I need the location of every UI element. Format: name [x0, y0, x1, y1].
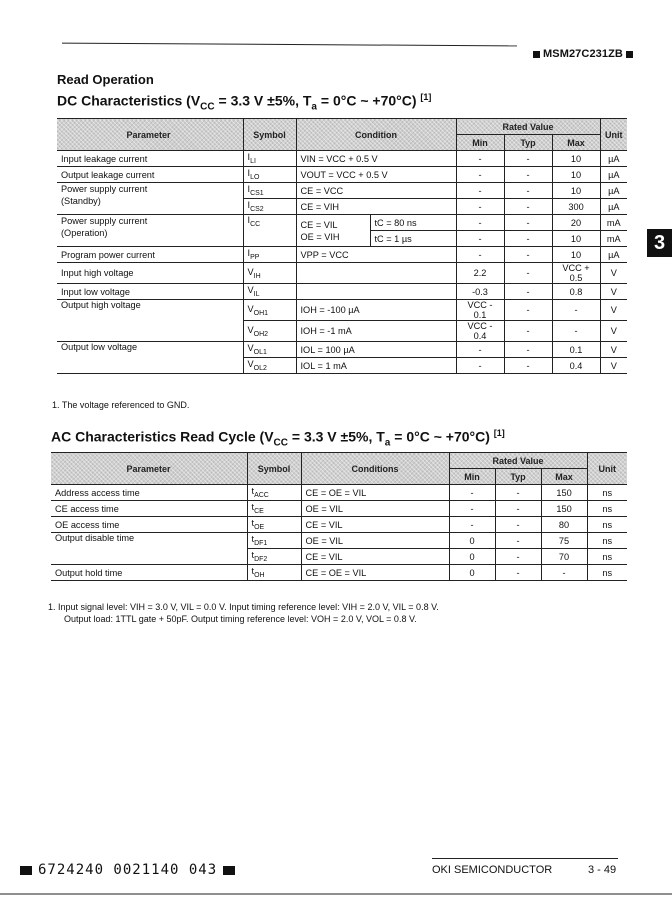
max-cell: 150: [541, 501, 587, 517]
part-number: MSM27C231ZB: [543, 48, 623, 60]
max-cell: 0.4: [552, 358, 600, 374]
max-cell: -: [552, 321, 600, 342]
condition-cell: CE = VIL: [301, 549, 449, 565]
section-tab-marker: 3: [647, 229, 672, 257]
symbol-cell: $I_{LI}$: [243, 151, 296, 167]
ac-characteristics-table: [51, 452, 627, 581]
min-cell: -: [456, 183, 504, 199]
typ-cell: -: [504, 321, 552, 342]
table-row: [57, 342, 627, 358]
header-max: Max: [541, 469, 587, 485]
param-cell: Power supply current (Standby): [57, 183, 243, 215]
min-cell: -: [456, 342, 504, 358]
typ-cell: -: [504, 215, 552, 231]
unit-cell: µA: [600, 183, 627, 199]
min-cell: 0: [449, 533, 495, 549]
condition-cell: CE = VIL OE = VIH: [296, 215, 370, 247]
condition-cell: CE = VCC: [296, 183, 456, 199]
typ-cell: -: [504, 167, 552, 183]
typ-cell: -: [504, 199, 552, 215]
ac-footnote-line1: 1. Input signal level: VIH = 3.0 V, VIL = 0.0 V. Input timing reference level: VIH = 2.0 V, VIL = 0.8 V.: [48, 602, 439, 612]
unit-cell: mA: [600, 215, 627, 231]
symbol-cell: $I_{CC}$: [243, 215, 296, 247]
header-typ: Typ: [495, 469, 541, 485]
unit-cell: mA: [600, 231, 627, 247]
ac-footnote-line2: Output load: 1TTL gate + 50pF. Output timing reference level: VOH = 2.0 V, VOL = 0.8 V.: [64, 614, 417, 624]
table-row: [57, 247, 627, 263]
dc-characteristics-table: [57, 118, 627, 374]
ac-footnote: [48, 601, 439, 625]
square-bullet-icon: [533, 51, 540, 58]
typ-cell: -: [495, 501, 541, 517]
header-parameter: Parameter: [57, 119, 243, 151]
symbol-cell: $t_{OH}$: [247, 565, 301, 581]
square-bullet-icon: [626, 51, 633, 58]
condition-cell: CE = VIL: [301, 517, 449, 533]
unit-cell: µA: [600, 167, 627, 183]
table-row: [57, 215, 627, 231]
symbol-cell: $t_{OE}$: [247, 517, 301, 533]
header-unit: Unit: [587, 453, 627, 485]
max-cell: -: [541, 565, 587, 581]
max-cell: 0.1: [552, 342, 600, 358]
min-cell: -: [456, 358, 504, 374]
unit-cell: V: [600, 263, 627, 284]
header-rated-value: Rated Value: [449, 453, 587, 469]
param-cell: Input low voltage: [57, 284, 243, 300]
document-barcode: [14, 862, 241, 878]
header-condition: Condition: [296, 119, 456, 151]
symbol-cell: $I_{CS1}$: [243, 183, 296, 199]
min-cell: -: [449, 501, 495, 517]
symbol-cell: $I_{PP}$: [243, 247, 296, 263]
header-symbol: Symbol: [243, 119, 296, 151]
condition-cell: IOL = 100 µA: [296, 342, 456, 358]
typ-cell: -: [495, 517, 541, 533]
table-row: [57, 183, 627, 199]
header-rule: [62, 43, 517, 47]
dc-table-title: DC Characteristics ($V_{CC} = 3.3$ V ±5%, $T_a = 0^\circ C$ ~ +70°C) [1]: [57, 92, 432, 113]
table-row: [57, 151, 627, 167]
header-min: Min: [449, 469, 495, 485]
header-max: Max: [552, 135, 600, 151]
table-row: [51, 565, 627, 581]
max-cell: 70: [541, 549, 587, 565]
unit-cell: ns: [587, 485, 627, 501]
condition-cell: VIN = VCC + 0.5 V: [296, 151, 456, 167]
param-cell: Power supply current (Operation): [57, 215, 243, 247]
condition-cell: CE = VIH: [296, 199, 456, 215]
condition-cell: VOUT = VCC + 0.5 V: [296, 167, 456, 183]
max-cell: 10: [552, 231, 600, 247]
param-cell: Output low voltage: [57, 342, 243, 374]
condition-cell: CE = OE = VIL: [301, 565, 449, 581]
typ-cell: -: [504, 358, 552, 374]
max-cell: 80: [541, 517, 587, 533]
footer-company: OKI SEMICONDUCTOR: [432, 864, 553, 876]
condition-cell: IOL = 1 mA: [296, 358, 456, 374]
header-typ: Typ: [504, 135, 552, 151]
table-row: [57, 284, 627, 300]
max-cell: 10: [552, 247, 600, 263]
typ-cell: -: [504, 183, 552, 199]
condition-cell: CE = OE = VIL: [301, 485, 449, 501]
block-mark-icon: [20, 866, 32, 875]
unit-cell: ns: [587, 517, 627, 533]
symbol-cell: $V_{OH1}$: [243, 300, 296, 321]
min-cell: -: [456, 215, 504, 231]
symbol-cell: $t_{DF1}$: [247, 533, 301, 549]
min-cell: -: [456, 199, 504, 215]
table-row: [51, 501, 627, 517]
symbol-cell: $t_{ACC}$: [247, 485, 301, 501]
table-row: [51, 485, 627, 501]
header-rated-value: Rated Value: [456, 119, 600, 135]
header-min: Min: [456, 135, 504, 151]
param-cell: Input leakage current: [57, 151, 243, 167]
unit-cell: ns: [587, 549, 627, 565]
min-cell: -: [456, 151, 504, 167]
max-cell: VCC + 0.5: [552, 263, 600, 284]
min-cell: -: [449, 517, 495, 533]
condition-extra-cell: tC = 1 µs: [370, 231, 456, 247]
condition-cell: [296, 263, 456, 284]
max-cell: 10: [552, 183, 600, 199]
unit-cell: µA: [600, 151, 627, 167]
unit-cell: ns: [587, 565, 627, 581]
symbol-cell: $I_{LO}$: [243, 167, 296, 183]
table-row: [57, 300, 627, 321]
footer-rule: [432, 858, 618, 859]
typ-cell: -: [495, 549, 541, 565]
min-cell: VCC - 0.1: [456, 300, 504, 321]
typ-cell: -: [495, 485, 541, 501]
symbol-cell: $t_{DF2}$: [247, 549, 301, 565]
typ-cell: -: [504, 151, 552, 167]
unit-cell: V: [600, 321, 627, 342]
condition-cell: IOH = -100 µA: [296, 300, 456, 321]
min-cell: 0: [449, 565, 495, 581]
min-cell: 2.2: [456, 263, 504, 284]
unit-cell: ns: [587, 533, 627, 549]
barcode-text: 6724240 0021140 043: [38, 862, 218, 878]
condition-cell: OE = VIL: [301, 501, 449, 517]
symbol-cell: $V_{IL}$: [243, 284, 296, 300]
max-cell: 75: [541, 533, 587, 549]
min-cell: VCC - 0.4: [456, 321, 504, 342]
max-cell: 20: [552, 215, 600, 231]
unit-cell: µA: [600, 247, 627, 263]
max-cell: -: [552, 300, 600, 321]
param-cell: Output high voltage: [57, 300, 243, 342]
max-cell: 0.8: [552, 284, 600, 300]
symbol-cell: $I_{CS2}$: [243, 199, 296, 215]
param-cell: Address access time: [51, 485, 247, 501]
part-number-header: [530, 48, 636, 60]
block-mark-icon: [223, 866, 235, 875]
typ-cell: -: [504, 231, 552, 247]
condition-extra-cell: tC = 80 ns: [370, 215, 456, 231]
symbol-cell: $t_{CE}$: [247, 501, 301, 517]
unit-cell: µA: [600, 199, 627, 215]
condition-cell: IOH = -1 mA: [296, 321, 456, 342]
typ-cell: -: [504, 284, 552, 300]
unit-cell: V: [600, 284, 627, 300]
table-row: [57, 263, 627, 284]
condition-cell: VPP = VCC: [296, 247, 456, 263]
symbol-cell: $V_{IH}$: [243, 263, 296, 284]
typ-cell: -: [495, 533, 541, 549]
ac-table-title: AC Characteristics Read Cycle ($V_{CC} = 3.3$ V ±5%, $T_a = 0^\circ C$ ~ +70°C) [1]: [51, 428, 505, 449]
typ-cell: -: [495, 565, 541, 581]
section-title: Read Operation: [57, 72, 154, 87]
page-edge-rule: [0, 893, 672, 895]
min-cell: -: [456, 167, 504, 183]
symbol-cell: $V_{OH2}$: [243, 321, 296, 342]
param-cell: OE access time: [51, 517, 247, 533]
dc-footnote: 1. The voltage referenced to GND.: [52, 400, 190, 410]
param-cell: Output hold time: [51, 565, 247, 581]
unit-cell: V: [600, 300, 627, 321]
param-cell: Input high voltage: [57, 263, 243, 284]
max-cell: 300: [552, 199, 600, 215]
unit-cell: V: [600, 342, 627, 358]
table-row: [51, 517, 627, 533]
min-cell: -0.3: [456, 284, 504, 300]
param-cell: Output disable time: [51, 533, 247, 565]
symbol-cell: $V_{OL1}$: [243, 342, 296, 358]
header-conditions: Conditions: [301, 453, 449, 485]
min-cell: -: [456, 231, 504, 247]
table-row: [57, 167, 627, 183]
typ-cell: -: [504, 342, 552, 358]
max-cell: 10: [552, 151, 600, 167]
unit-cell: V: [600, 358, 627, 374]
typ-cell: -: [504, 263, 552, 284]
typ-cell: -: [504, 300, 552, 321]
header-symbol: Symbol: [247, 453, 301, 485]
condition-cell: [296, 284, 456, 300]
param-cell: Output leakage current: [57, 167, 243, 183]
param-cell: Program power current: [57, 247, 243, 263]
unit-cell: ns: [587, 501, 627, 517]
header-unit: Unit: [600, 119, 627, 151]
min-cell: -: [456, 247, 504, 263]
typ-cell: -: [504, 247, 552, 263]
param-cell: CE access time: [51, 501, 247, 517]
min-cell: -: [449, 485, 495, 501]
condition-cell: OE = VIL: [301, 533, 449, 549]
max-cell: 150: [541, 485, 587, 501]
page-number: 3 - 49: [588, 864, 617, 876]
max-cell: 10: [552, 167, 600, 183]
header-parameter: Parameter: [51, 453, 247, 485]
table-row: [51, 533, 627, 549]
symbol-cell: $V_{OL2}$: [243, 358, 296, 374]
min-cell: 0: [449, 549, 495, 565]
